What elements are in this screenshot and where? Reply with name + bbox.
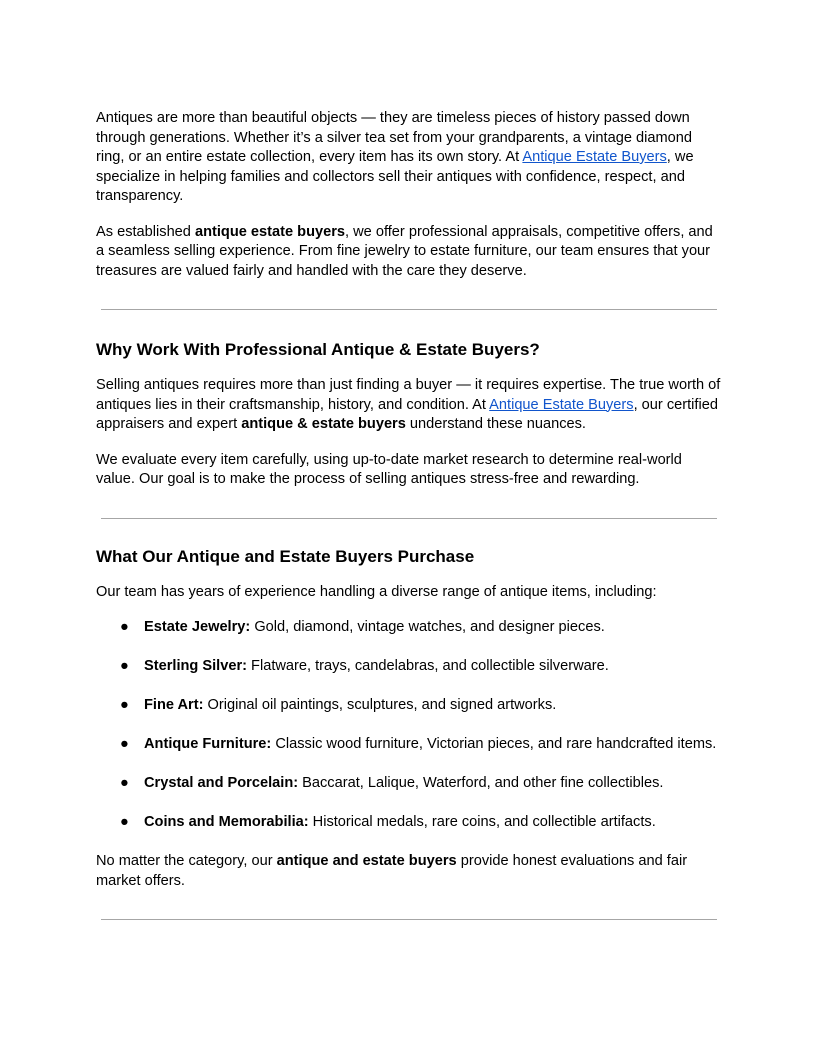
bullet-icon: ●: [120, 619, 129, 635]
item-label: Antique Furniture:: [144, 736, 272, 752]
item-text: Historical medals, rare coins, and collectible artifacts.: [308, 814, 656, 830]
item-label: Crystal and Porcelain:: [144, 775, 299, 791]
section1-paragraph-1: [96, 376, 724, 435]
list-item: [96, 813, 724, 833]
bullet-icon: ●: [120, 736, 129, 752]
text-run: As established: [96, 223, 195, 240]
bullet-icon: ●: [120, 775, 129, 791]
item-text: Classic wood furniture, Victorian pieces, and rare handcrafted items.: [271, 736, 717, 752]
list-item: [96, 774, 724, 794]
text-run: , our certified appraisers and expert: [96, 396, 718, 432]
list-item: [96, 696, 724, 716]
antique-estate-buyers-link[interactable]: Antique Estate Buyers: [489, 396, 634, 413]
item-text: Original oil paintings, sculptures, and signed artworks.: [203, 697, 557, 713]
horizontal-rule: [101, 309, 717, 310]
section2-closing: [96, 852, 724, 891]
item-label: Coins and Memorabilia:: [144, 814, 309, 830]
item-label: Sterling Silver:: [144, 658, 247, 674]
text-run: , we offer professional appraisals, competitive offers, and a seamless selling experience. From fine jewelry to estate furniture, our team ensures that your treasures are valued fairly and handled with the care they deserve.: [96, 223, 713, 279]
item-label: Estate Jewelry:: [144, 619, 251, 635]
list-item: [96, 735, 724, 755]
list-item: [96, 657, 724, 677]
text-run: No matter the category, our: [96, 853, 277, 869]
bold-phrase: antique estate buyers: [194, 223, 346, 240]
antique-estate-buyers-link[interactable]: Antique Estate Buyers: [522, 149, 667, 165]
purchase-category-list: [96, 618, 724, 833]
bullet-icon: ●: [120, 658, 129, 674]
text-run: , we specialize in helping families and collectors sell their antiques with confidence, respect, and transparency.: [96, 149, 694, 204]
item-text: Gold, diamond, vintage watches, and designer pieces.: [250, 619, 605, 635]
text-run: understand these nuances.: [405, 416, 586, 432]
section2-intro: Our team has years of experience handling a diverse range of antique items, including:: [96, 583, 657, 600]
horizontal-rule: [101, 919, 717, 920]
text-run: Antiques are more than beautiful objects — they are timeless pieces of history passed down through generations. Whether it’s a silver tea set from your grandparents, a vintage diamond ring, or an entire estate collection, every item has its own story. At: [96, 110, 692, 165]
item-text: Baccarat, Lalique, Waterford, and other fine collectibles.: [298, 775, 664, 791]
section-heading-why: Why Work With Professional Antique & Estate Buyers?: [96, 340, 540, 359]
list-item: [96, 618, 724, 638]
intro-paragraph-1: [96, 109, 724, 207]
intro-paragraph-2: [96, 223, 724, 282]
document-page: [96, 109, 724, 920]
bold-phrase: antique & estate buyers: [241, 416, 406, 432]
text-run: provide honest evaluations and fair market offers.: [96, 853, 688, 889]
bullet-icon: ●: [120, 814, 129, 830]
section-heading-purchase: What Our Antique and Estate Buyers Purchase: [96, 546, 475, 566]
bullet-icon: ●: [120, 697, 129, 713]
text-run: Selling antiques requires more than just finding a buyer — it requires expertise. The true worth of antiques lies in their craftsmanship, history, and condition. At: [96, 377, 721, 413]
bold-phrase: antique and estate buyers: [276, 853, 457, 869]
item-text: Flatware, trays, candelabras, and collectible silverware.: [247, 658, 609, 674]
horizontal-rule: [101, 518, 717, 519]
item-label: Fine Art:: [144, 697, 204, 713]
section1-paragraph-2: We evaluate every item carefully, using up-to-date market research to determine real-world value. Our goal is to make the process of selling antiques stress-free and rewarding.: [96, 451, 682, 487]
